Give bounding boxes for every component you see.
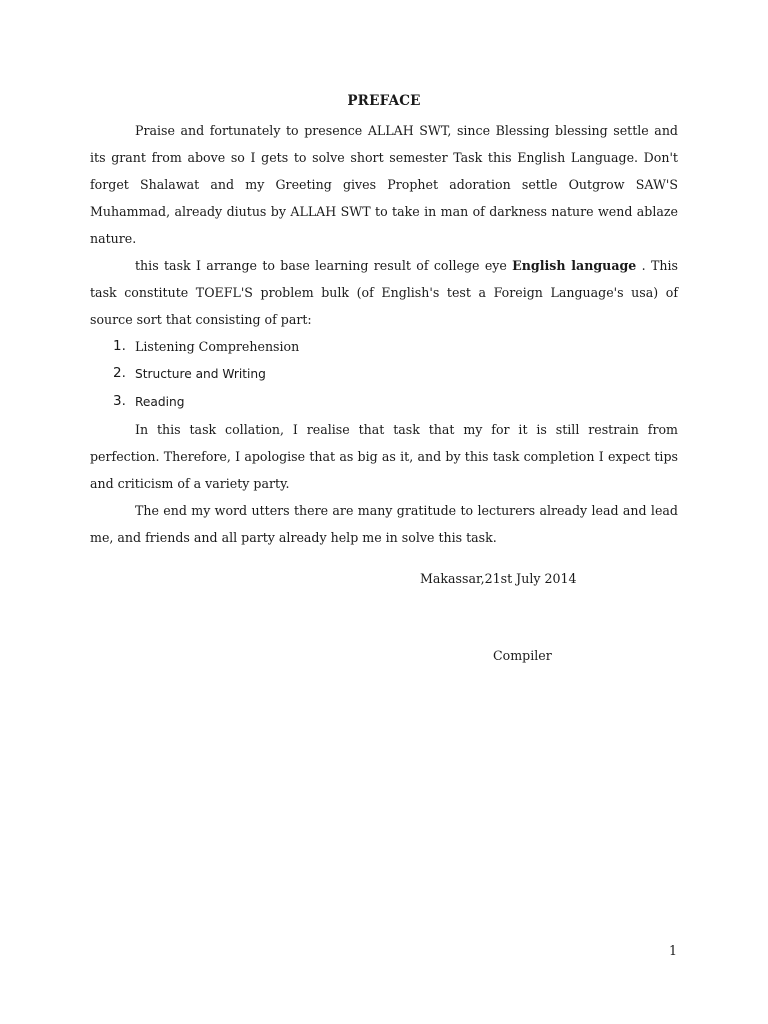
paragraph-task [90, 252, 678, 333]
list-item [90, 360, 678, 388]
paragraph-task-bold: English language [512, 258, 637, 273]
paragraph-task-after: . This task constitute TOEFL'S problem bulk (of English's test a Foreign Language's usa) of source sort that consisting of part: [90, 258, 678, 327]
list-number: 1. [113, 338, 126, 354]
list-item [90, 388, 678, 416]
paragraph-apology: In this task collation, I realise that task that my for it is still restrain from perfection. Therefore, I apologise that as big as it, and by this task completion I expect tips and criticism of a variety party. [90, 422, 678, 491]
list-item [90, 333, 678, 360]
parts-list [90, 333, 678, 416]
page-number: 1 [669, 943, 678, 958]
signer-label: Compiler [493, 648, 552, 663]
list-text: Listening Comprehension [135, 339, 300, 354]
paragraph-gratitude: The end my word utters there are many gratitude to lecturers already lead and lead me, and friends and all party already help me in solve this task. [90, 503, 678, 545]
document-body [90, 117, 678, 551]
page-title: PREFACE [347, 93, 421, 109]
list-number: 3. [113, 393, 126, 409]
list-text: Reading [135, 395, 185, 409]
list-number: 2. [113, 365, 126, 381]
paragraph-intro: Praise and fortunately to presence ALLAH SWT, since Blessing blessing settle and its grant from above so I gets to solve short semester Task this English Language. Don't forget Shalawat and my Greeting gives Prophet adoration settle Outgrow SAW'S Muhammad, already diutus by ALLAH SWT to take in man of darkness nature wend ablaze nature. [90, 123, 678, 246]
place-date: Makassar,21st July 2014 [420, 571, 577, 586]
list-text: Structure and Writing [135, 367, 266, 381]
paragraph-task-before: this task I arrange to base learning result of college eye [135, 258, 513, 273]
